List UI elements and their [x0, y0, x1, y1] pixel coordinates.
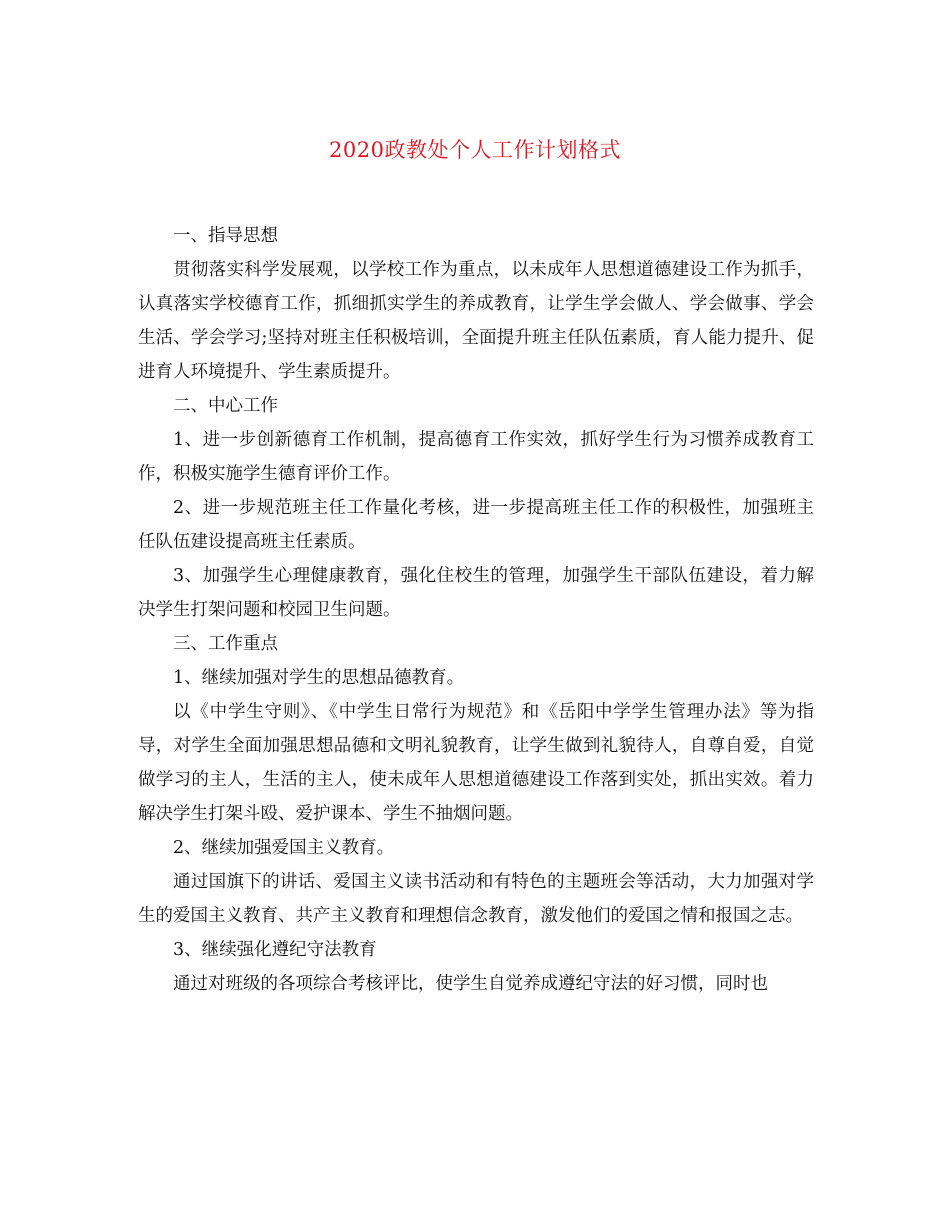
paragraph-law-education: 通过对班级的各项综合考核评比，使学生自觉养成遵纪守法的好习惯，同时也 [173, 974, 768, 994]
subheading-patriotic-education: 2、继续加强爱国主义教育。 [173, 838, 395, 858]
paragraph-central-work-1: 1、进一步创新德育工作机制，提高德育工作实效，抓好学生行为习惯养成教育工作，积极实施学生德育评价工作。 [138, 430, 814, 484]
heading-work-focus: 三、工作重点 [173, 634, 278, 654]
heading-central-work: 二、中心工作 [173, 396, 278, 416]
paragraph-central-work-2: 2、进一步规范班主任工作量化考核，进一步提高班主任工作的积极性，加强班主任队伍建设提高班主任素质。 [138, 498, 814, 552]
paragraph-central-work-3: 3、加强学生心理健康教育，强化住校生的管理，加强学生干部队伍建设，着力解决学生打架问题和校园卫生问题。 [138, 566, 814, 620]
subheading-moral-education: 1、继续加强对学生的思想品德教育。 [173, 668, 465, 688]
heading-guiding-ideology: 一、指导思想 [173, 226, 278, 246]
subheading-law-education: 3、继续强化遵纪守法教育 [173, 940, 377, 960]
paragraph-moral-education: 以《中学生守则》、《中学生日常行为规范》和《岳阳中学学生管理办法》等为指导，对学生全面加强思想品德和文明礼貌教育，让学生做到礼貌待人，自尊自爱，自觉做学习的主人，生活的主人，使未成年人思想道德建设工作落到实处，抓出实效。着力解决学生打架斗殴、爱护课本、学生不抽烟问题。 [138, 702, 814, 824]
paragraph-patriotic-education: 通过国旗下的讲话、爱国主义读书活动和有特色的主题班会等活动，大力加强对学生的爱国主义教育、共产主义教育和理想信念教育，激发他们的爱国之情和报国之志。 [138, 872, 814, 926]
paragraph-guiding-ideology: 贯彻落实科学发展观，以学校工作为重点，以未成年人思想道德建设工作为抓手，认真落实学校德育工作，抓细抓实学生的养成教育，让学生学会做人、学会做事、学会生活、学会学习;坚持对班主任积极培训，全面提升班主任队伍素质，育人能力提升、促进育人环境提升、学生素质提升。 [138, 260, 814, 382]
document-title: 2020政教处个人工作计划格式 [329, 138, 621, 162]
document-body [138, 219, 814, 1001]
